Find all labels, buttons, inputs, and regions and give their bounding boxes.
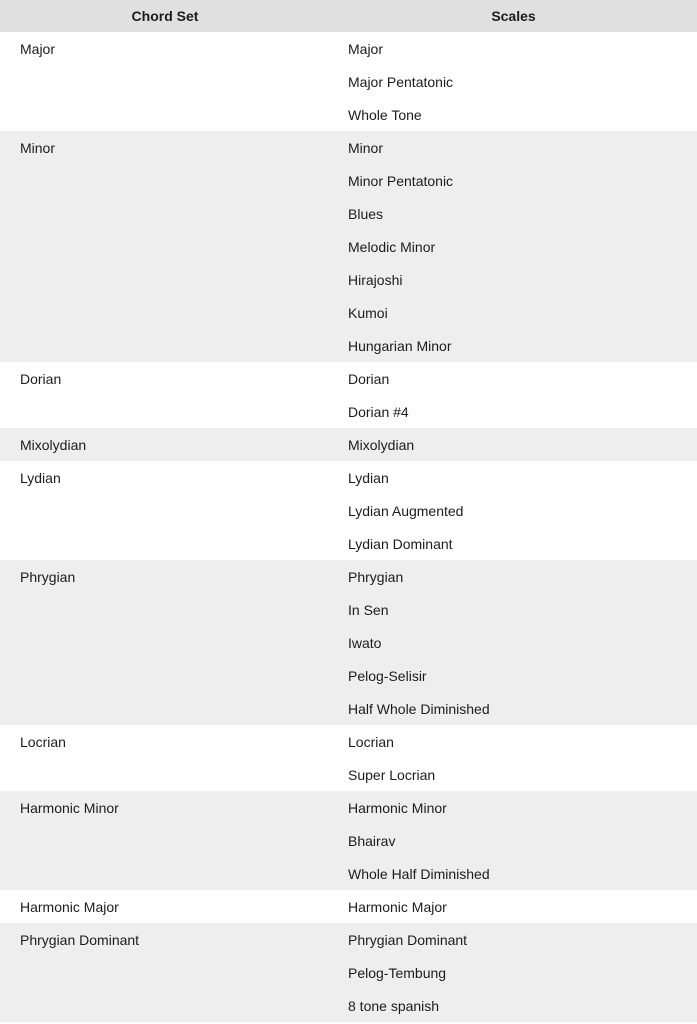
chord-group-row	[0, 560, 697, 725]
chord-set-name: Phrygian	[20, 568, 76, 585]
chord-set-cell	[0, 890, 330, 923]
table-body	[0, 32, 697, 1022]
column-header-chord-set: Chord Set	[0, 0, 330, 32]
scale-name: Phrygian	[348, 568, 404, 585]
scales-cell	[330, 560, 697, 725]
chord-set-name: Lydian	[20, 469, 61, 486]
chord-set-name: Phrygian Dominant	[20, 931, 140, 948]
scale-name: Lydian	[348, 469, 389, 486]
scale-name: Half Whole Diminished	[348, 700, 490, 717]
scales-cell	[330, 131, 697, 362]
scale-name: Bhairav	[348, 832, 396, 849]
chord-group-row	[0, 461, 697, 560]
scale-name: In Sen	[348, 601, 389, 618]
scale-name: Hirajoshi	[348, 271, 403, 288]
scale-name: Major	[348, 40, 384, 57]
chord-group-row	[0, 923, 697, 1022]
scales-cell	[330, 362, 697, 428]
chord-set-name: Harmonic Minor	[20, 799, 119, 816]
scale-name: Phrygian Dominant	[348, 931, 468, 948]
column-header-scales: Scales	[330, 0, 697, 32]
scale-name: Dorian	[348, 370, 390, 387]
scale-name: Harmonic Major	[348, 898, 447, 915]
scales-cell	[330, 923, 697, 1022]
chord-set-cell	[0, 32, 330, 131]
scale-name: Melodic Minor	[348, 238, 436, 255]
chord-group-row	[0, 890, 697, 923]
chord-set-cell	[0, 428, 330, 461]
chord-set-name: Mixolydian	[20, 436, 87, 453]
chord-set-cell	[0, 725, 330, 791]
chord-set-cell	[0, 461, 330, 560]
scale-name: Lydian Dominant	[348, 535, 453, 552]
scales-cell	[330, 461, 697, 560]
scale-name: Locrian	[348, 733, 394, 750]
chord-group-row	[0, 428, 697, 461]
chord-set-name: Dorian	[20, 370, 62, 387]
chord-set-cell	[0, 131, 330, 362]
chord-group-row	[0, 131, 697, 362]
scale-name: Pelog-Tembung	[348, 964, 447, 981]
chord-set-name: Major	[20, 40, 56, 57]
scale-name: 8 tone spanish	[348, 997, 440, 1014]
scales-cell	[330, 725, 697, 791]
scale-name: Lydian Augmented	[348, 502, 464, 519]
scale-name: Mixolydian	[348, 436, 415, 453]
scale-name: Hungarian Minor	[348, 337, 452, 354]
chord-set-cell	[0, 560, 330, 725]
scale-name: Super Locrian	[348, 766, 436, 783]
chord-group-row	[0, 362, 697, 428]
scales-cell	[330, 791, 697, 890]
header-row	[0, 0, 697, 32]
scale-name: Minor Pentatonic	[348, 172, 454, 189]
chord-group-row	[0, 32, 697, 131]
chord-set-name: Locrian	[20, 733, 66, 750]
scales-cell	[330, 32, 697, 131]
scale-name: Iwato	[348, 634, 382, 651]
chord-set-cell	[0, 923, 330, 1022]
chord-set-name: Harmonic Major	[20, 898, 119, 915]
scales-cell	[330, 890, 697, 923]
scale-name: Kumoi	[348, 304, 388, 321]
chord-group-row	[0, 725, 697, 791]
chord-set-cell	[0, 362, 330, 428]
scale-name: Major Pentatonic	[348, 73, 454, 90]
chord-set-name: Minor	[20, 139, 56, 156]
scale-name: Pelog-Selisir	[348, 667, 427, 684]
table-header	[0, 0, 697, 32]
chord-group-row	[0, 791, 697, 890]
chord-set-cell	[0, 791, 330, 890]
scale-name: Whole Half Diminished	[348, 865, 490, 882]
scale-name: Blues	[348, 205, 384, 222]
scale-name: Dorian #4	[348, 403, 409, 420]
scale-name: Harmonic Minor	[348, 799, 447, 816]
scale-name: Whole Tone	[348, 106, 422, 123]
scale-name: Minor	[348, 139, 384, 156]
scales-cell	[330, 428, 697, 461]
